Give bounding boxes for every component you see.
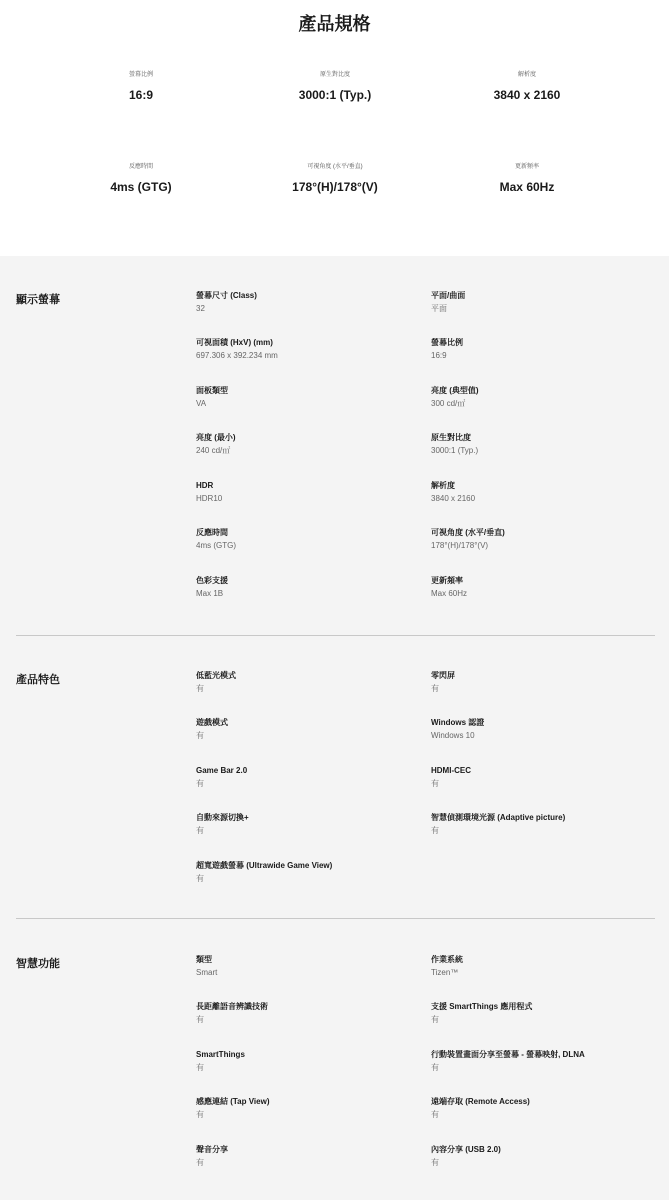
spec-key: 亮度 (典型值)	[431, 386, 479, 395]
spec-value: 有	[431, 1158, 439, 1167]
spec-key: HDR	[196, 481, 214, 490]
spec-key: 內容分享 (USB 2.0)	[431, 1145, 501, 1154]
spec-item	[196, 766, 426, 789]
spec-key: 反應時間	[196, 528, 228, 537]
spec-value: 有	[196, 826, 204, 835]
spec-value: 有	[196, 874, 204, 883]
section-title: 智慧功能	[16, 958, 60, 970]
spec-value: 32	[196, 304, 205, 313]
spec-value: 有	[431, 1015, 439, 1024]
spec-value: 有	[431, 826, 439, 835]
spec-item	[196, 813, 426, 836]
spec-key: 自動來源切換+	[196, 813, 249, 822]
spec-key: SmartThings	[196, 1050, 245, 1059]
highlight-item	[427, 71, 627, 102]
spec-value: 300 cd/㎡	[431, 399, 466, 408]
spec-key: 色彩支援	[196, 576, 228, 585]
spec-item	[431, 528, 661, 551]
spec-item	[196, 481, 426, 504]
spec-key: 遠端存取 (Remote Access)	[431, 1097, 530, 1106]
spec-key: 可視角度 (水平/垂直)	[431, 528, 505, 537]
page-title: 產品規格	[298, 14, 371, 34]
spec-item	[196, 1050, 426, 1073]
spec-key: 更新頻率	[431, 576, 463, 585]
spec-item	[431, 813, 661, 836]
spec-key: 解析度	[431, 481, 455, 490]
spec-key: 亮度 (最小)	[196, 433, 236, 442]
spec-key: 原生對比度	[431, 433, 471, 442]
spec-item	[196, 291, 426, 314]
spec-value: 有	[431, 1063, 439, 1072]
spec-key: Windows 認證	[431, 718, 485, 727]
spec-key: 感應連結 (Tap View)	[196, 1097, 270, 1106]
spec-key: 螢幕比例	[431, 338, 463, 347]
spec-value: 有	[196, 1110, 204, 1119]
spec-item	[431, 386, 661, 409]
highlight-item	[41, 163, 241, 194]
spec-key: 聲音分享	[196, 1145, 228, 1154]
spec-key: 作業系統	[431, 955, 463, 964]
spec-item	[196, 433, 426, 456]
highlight-item	[41, 71, 241, 102]
spec-key: 長距離語音辨識技術	[196, 1002, 268, 1011]
spec-value: Smart	[196, 968, 218, 977]
spec-details	[0, 256, 669, 1200]
spec-key: 類型	[196, 955, 212, 964]
spec-item	[196, 955, 426, 978]
spec-value: 3840 x 2160	[431, 494, 476, 503]
highlight-item	[235, 163, 435, 194]
spec-item	[431, 433, 661, 456]
spec-key: HDMI-CEC	[431, 766, 471, 775]
highlight-label: 更新頻率	[514, 164, 539, 170]
highlight-value: 3000:1 (Typ.)	[298, 88, 372, 102]
spec-item	[431, 955, 661, 978]
spec-item	[431, 338, 661, 361]
section-title: 顯示螢幕	[16, 294, 60, 306]
spec-item	[431, 1145, 661, 1168]
spec-value: Windows 10	[431, 731, 475, 740]
spec-value: 697.306 x 392.234 mm	[196, 351, 278, 360]
spec-key: Game Bar 2.0	[196, 766, 248, 775]
spec-key: 零閃屏	[431, 671, 455, 680]
spec-key: 可視面積 (HxV) (mm)	[196, 338, 273, 347]
spec-key: 螢幕尺寸 (Class)	[196, 291, 257, 300]
spec-key: 面板類型	[196, 386, 228, 395]
highlights-grid	[0, 0, 669, 256]
spec-value: 有	[431, 684, 439, 693]
highlight-label: 解析度	[517, 72, 536, 78]
spec-item	[196, 861, 426, 884]
highlight-value: Max 60Hz	[499, 180, 555, 194]
spec-value: 240 cd/㎡	[196, 446, 231, 455]
highlight-label: 螢幕比例	[128, 72, 153, 78]
highlight-label: 可視角度 (水平/垂直)	[307, 164, 363, 170]
spec-item	[196, 1002, 426, 1025]
highlight-label: 反應時間	[128, 164, 153, 170]
spec-value: 有	[431, 779, 439, 788]
spec-item	[196, 386, 426, 409]
highlight-value: 178°(H)/178°(V)	[292, 180, 378, 194]
section-divider	[16, 635, 655, 636]
spec-item	[196, 576, 426, 599]
highlight-value: 3840 x 2160	[493, 88, 561, 102]
spec-item	[431, 576, 661, 599]
spec-item	[196, 718, 426, 741]
spec-value: 178°(H)/178°(V)	[431, 541, 489, 550]
spec-value: 有	[196, 1063, 204, 1072]
spec-value: VA	[196, 399, 207, 408]
highlight-item	[427, 163, 627, 194]
spec-value: 有	[431, 1110, 439, 1119]
highlight-value: 16:9	[128, 88, 154, 102]
spec-value: 有	[196, 1015, 204, 1024]
spec-key: 行動裝置畫面分享至螢幕 - 螢幕映射, DLNA	[431, 1050, 585, 1059]
spec-key: 智慧偵測環境光源 (Adaptive picture)	[431, 813, 566, 822]
spec-item	[431, 1002, 661, 1025]
highlight-item	[235, 71, 435, 102]
spec-item	[431, 291, 661, 314]
spec-item	[196, 528, 426, 551]
spec-value: HDR10	[196, 494, 223, 503]
spec-value: 4ms (GTG)	[196, 541, 236, 550]
spec-value: 16:9	[431, 351, 447, 360]
spec-item	[431, 1050, 661, 1073]
spec-highlights	[0, 0, 669, 256]
spec-key: 平面/曲面	[431, 291, 466, 300]
section-title: 產品特色	[16, 674, 60, 686]
spec-value: 3000:1 (Typ.)	[431, 446, 479, 455]
spec-value: 有	[196, 1158, 204, 1167]
spec-item	[431, 671, 661, 694]
spec-item	[196, 671, 426, 694]
highlight-value: 4ms (GTG)	[110, 180, 172, 194]
spec-item	[431, 481, 661, 504]
spec-item	[196, 1097, 426, 1120]
spec-value: 有	[196, 731, 204, 740]
spec-key: 遊戲模式	[196, 718, 228, 727]
spec-item	[431, 718, 661, 741]
spec-value: Tizen™	[431, 968, 459, 977]
spec-value: 有	[196, 779, 204, 788]
section-divider	[16, 918, 655, 919]
spec-key: 低藍光模式	[196, 671, 236, 680]
spec-item	[196, 1145, 426, 1168]
spec-key: 超寬遊戲螢幕 (Ultrawide Game View)	[196, 861, 333, 870]
spec-value: Max 1B	[196, 589, 224, 598]
spec-value: 有	[196, 684, 204, 693]
spec-value: Max 60Hz	[431, 589, 468, 598]
spec-key: 支援 SmartThings 應用程式	[431, 1002, 533, 1011]
spec-item	[431, 1097, 661, 1120]
spec-value: 平面	[431, 304, 447, 313]
spec-item	[431, 766, 661, 789]
highlight-label: 原生對比度	[319, 72, 350, 78]
spec-item	[196, 338, 426, 361]
